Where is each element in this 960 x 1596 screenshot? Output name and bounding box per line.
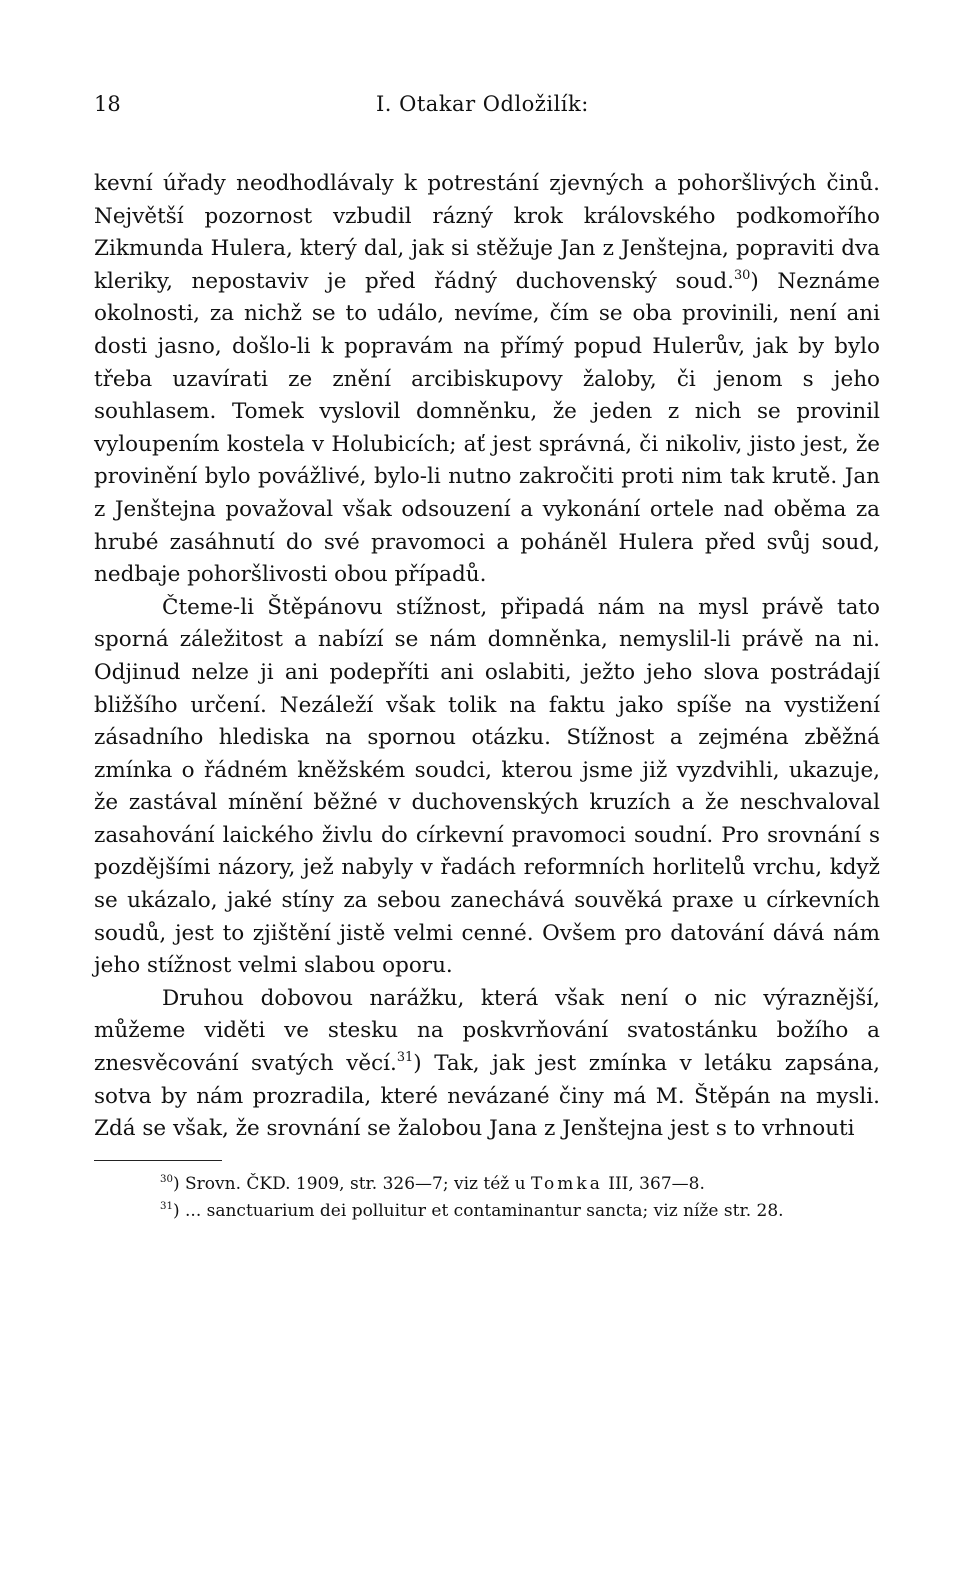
footnote-number: 31: [160, 1200, 173, 1212]
body-text: [94, 168, 880, 1146]
footnote-paren: ): [172, 1200, 180, 1221]
footnote-separator: [94, 1160, 222, 1161]
footnote-paren: ): [172, 1173, 180, 1194]
running-head: I. Otakar Odložilík:: [376, 92, 589, 116]
book-page: [94, 92, 880, 1225]
footnote-ref-31: 31: [396, 1050, 414, 1066]
footnote-30: [94, 1171, 880, 1198]
paragraph-text: kevní úřady neodhodlávaly k potrestání zjevných a pohoršlivých činů. Největší pozornost vzbudil rázný krok královského podkomořího Zikmunda Hulera, který dal, jak si stěžuje Jan z Jenštejna, popraviti dva kleriky, nepostaviv je před řádný duchovenský soud.: [94, 171, 880, 294]
paragraph-text: Tak, jak jest zmínka v letáku zapsána, sotva by nám prozradila, které nevázané činy má M. Štěpán na mysli. Zdá se však, že srovnání se žalobou Jana z Jenštejna jest s to vrhnouti: [94, 1051, 881, 1142]
page-number: 18: [94, 92, 121, 116]
paragraph-3: [94, 983, 880, 1146]
footnote-ref-paren: ): [750, 268, 759, 294]
footnote-number: 30: [160, 1173, 173, 1185]
footnote-text: ... sanctuarium dei polluitur et contaminantur sancta; viz níže str. 28.: [179, 1200, 784, 1221]
footnote-ref-paren: ): [413, 1051, 422, 1077]
footnote-author: Tomka: [531, 1173, 603, 1194]
footnotes: [94, 1171, 880, 1225]
paragraph-1: [94, 168, 880, 592]
footnote-31: [94, 1198, 880, 1225]
footnote-ref-30: 30: [733, 267, 751, 283]
paragraph-2: Čteme-li Štěpánovu stížnost, připadá nám na mysl právě tato sporná záležitost a nabízí se nám domněnka, nemyslil-li právě na ni. Odjinud nelze ji ani podepříti ani oslabiti, ježto jeho slova postrádají bližšího určení. Nezáleží však tolik na faktu jako spíše na vystižení zásadního hlediska na spornou otázku. Stížnost a zejména zběžná zmínka o řádném kněžském soudci, kterou jsme již vyzdvihli, ukazuje, že zastával mínění běžné v duchovenských kruzích a že neschvaloval zasahování laického živlu do církevní pravomoci soudní. Pro srovnání s pozdějšími názory, jež nabyly v řadách reformních horlitelů vrchu, když se ukázalo, jaké stíny za sebou zanechává souvěká praxe u církevních soudů, jest to zjištění jistě velmi cenné. Ovšem pro datování dává nám jeho stížnost velmi slabou oporu.: [94, 594, 880, 979]
paragraph-text: Druhou dobovou narážku, která však není o nic výraznější, můžeme viděti ve stesku na poskvrňování svatostánku božího a znesvěcování svatých věcí.: [94, 985, 880, 1077]
paragraph-text: Neznáme okolnosti, za nichž se to událo, nevíme, čím se oba provinili, není ani dosti jasno, došlo-li k popravám na přímý popud Hulerův, jak by bylo třeba uzavírati ze znění arcibiskupovy žaloby, či jenom s jeho souhlasem. Tomek vyslovil domněnku, že jeden z nich se provinil vyloupením kostela v Holubicích; ať jest správná, či nikoliv, jisto jest, že provinění bylo povážlivé, bylo-li nutno zakročiti proti nim tak krutě. Jan z Jenštejna považoval však odsouzení a vykonání ortele nad oběma za hrubé zasáhnutí do své pravomoci a poháněl Hulera před svůj soud, nedbaje pohoršlivosti obou případů.: [94, 268, 880, 588]
page-header: [94, 92, 880, 128]
footnote-text: III, 367—8.: [602, 1173, 705, 1194]
footnote-text: Srovn. ČKD. 1909, str. 326—7; viz též u: [179, 1173, 532, 1194]
